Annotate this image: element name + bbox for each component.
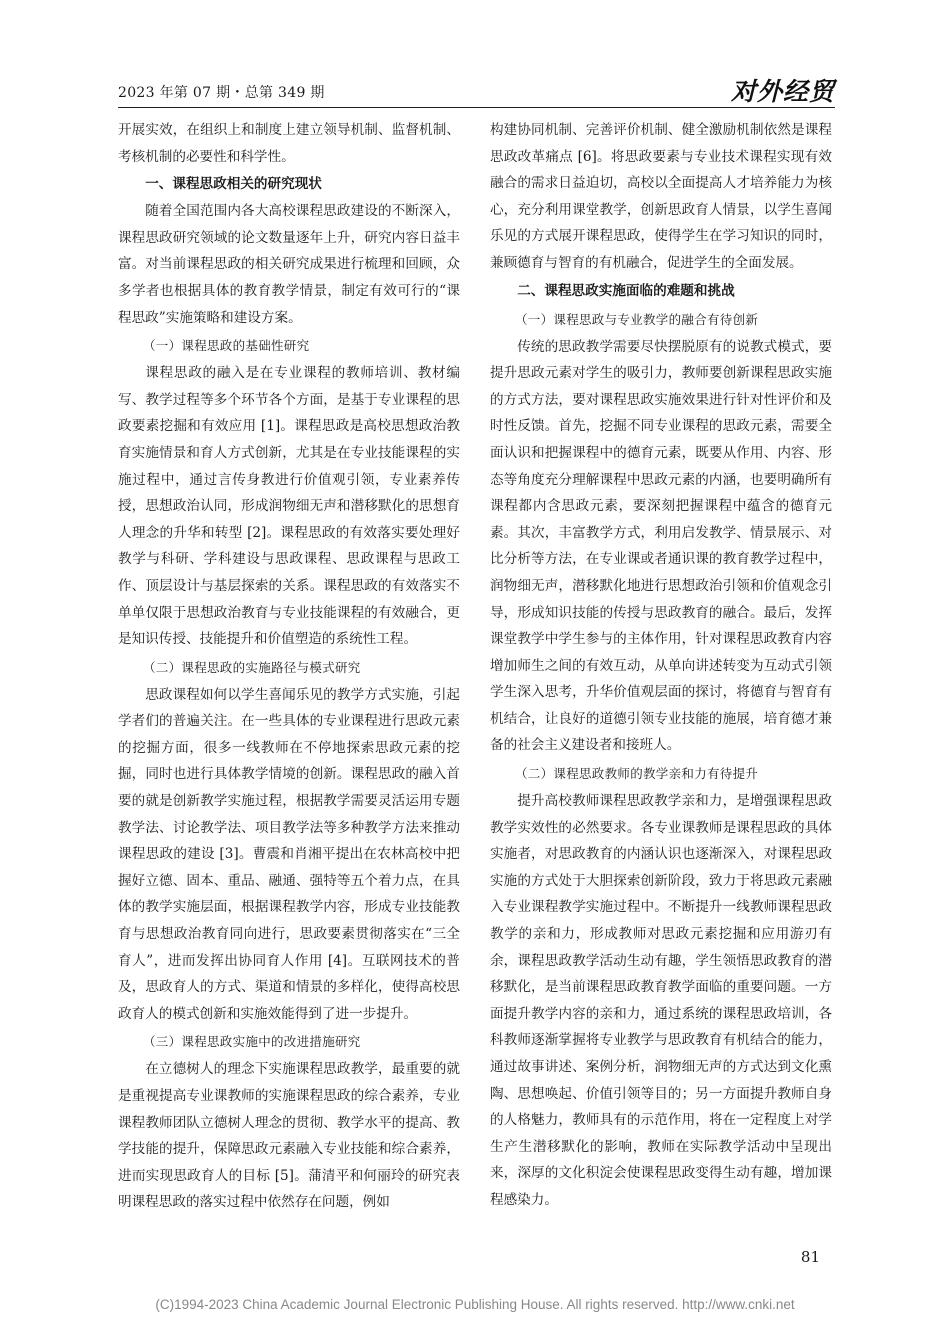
subsection-heading: （三）课程思政实施中的改进措施研究 <box>143 1034 361 1050</box>
section-heading: 一、课程思政相关的研究现状 <box>145 176 322 193</box>
paragraph: 课程思政的融入是在专业课程的教师培训、教材编写、教学过程等多个环节各个方面，是基于专业课程的思政要素挖掘和有效应用 [1]。课程思政是高校思想政治教育实施情景和育人方式创新，尤其是在专业技能课程的实施过程中，通过言传身教进行价值观引领，专业素养传授，思想政治认同，形成润物细无声和潜移默化的思想育人理念的升华和转型 [2]。课程思政的有效落实要处理好教学与科研、学科建设与思政课程、思政课程与思政工作、顶层设计与基层探索的关系。课程思政的有效落实不单单仅限于思想政治教育与专业技能课程的有效融合，更是知识传授、技能提升和价值塑造的系统性工程。 <box>118 365 460 648</box>
paragraph: 构建协同机制、完善评价机制、健全激励机制依然是课程思政改革痛点 [6]。将思政要素与专业技术课程实现有效融合的需求日益迫切，高校以全面提高人才培养能力为核心，充分利用课堂教学，创新思政育人情景，以学生喜闻乐见的方式展开课程思政，使得学生在学习知识的同时，兼顾德育与智育的有机融合，促进学生的全面发展。 <box>490 122 832 271</box>
page-number: 81 <box>800 1248 820 1266</box>
journal-issue: 2023 年第 07 期・总第 349 期 <box>118 85 325 101</box>
right-column <box>490 117 832 1214</box>
paragraph: 随着全国范围内各大高校课程思政建设的不断深入，课程思政研究领域的论文数量逐年上升，研究内容日益丰富。对当前课程思政的相关研究成果进行梳理和回顾，众多学者也根据具体的教育教学情景，制定有效可行的“课程思政”实施策略和建设方案。 <box>118 203 460 326</box>
subsection-heading: （二）课程思政的实施路径与模式研究 <box>143 659 361 675</box>
left-column <box>118 117 460 1216</box>
subsection-heading: （一）课程思政与专业教学的融合有待创新 <box>515 311 759 327</box>
paragraph: 开展实效，在组织上和制度上建立领导机制、监督机制、考核机制的必要性和科学性。 <box>118 122 460 165</box>
section-heading: 二、课程思政实施面临的难题和挑战 <box>517 282 735 299</box>
paragraph: 在立德树人的理念下实施课程思政教学，最重要的就是重视提高专业课教师的实施课程思政的综合素养，专业课程教师团队立德树人理念的贯彻、教学水平的提高、教学技能的提升，保障思政元素融入专业技能和综合素养，进而实现思政育人的目标 [5]。蒲清平和何丽玲的研究表明课程思政的落实过程中依然存在问题，例如 <box>118 1061 460 1211</box>
journal-logo: 对外经贸 <box>730 77 835 106</box>
paragraph: 思政课程如何以学生喜闻乐见的教学方式实施，引起学者们的普遍关注。在一些具体的专业课程进行思政元素的挖掘方面，很多一线教师在不停地探索思政元素的挖掘，同时也进行具体教学情境的创新。课程思政的融入首要的就是创新教学实施过程，根据教学需要灵活运用专题教学法、讨论教学法、项目教学法等多种教学方法来推动课程思政的建设 [3]。曹震和肖湘平提出在农林高校中把握好立德、固本、重品、融通、强特等五个着力点，在具体的教学实施层面，根据课程教学内容，形成专业技能教育与思想政治教育同向进行，思政要素贯彻落实在“三全育人”，进而发挥出协同育人作用 [4]。互联网技术的普及，思政育人的方式、渠道和情景的多样化，使得高校思政育人的模式创新和实施效能得到了进一步提升。 <box>118 686 460 1022</box>
copyright-footer: (C)1994-2023 China Academic Journal Electronic Publishing House. All rights reserved. http://www.cnki.net <box>155 1297 795 1312</box>
paragraph: 传统的思政教学需要尽快摆脱原有的说教式模式，要提升思政元素对学生的吸引力，教师要创新课程思政实施的方式方法，要对课程思政实施效果进行针对性评价和及时性反馈。首先，挖掘不同专业课程的思政元素，需要全面认识和把握课程中的德育元素，既要从作用、内容、形态等角度充分理解课程中思政元素的内涵，也要明确所有课程都内含思政元素，要深刻把握课程中蕴含的德育元素。其次，丰富教学方式，利用启发教学、情景展示、对比分析等方法，在专业课或者通识课的教育教学过程中，润物细无声，潜移默化地进行思想政治引领和价值观念引导，形成知识技能的传授与思政教育的融合。最后，发挥课堂教学中学生参与的主体作用，针对课程思政教育内容增加师生之间的有效互动，从单向讲述转变为互动式引领学生深入思考，升华价值观层面的探讨，将德育与智育有机结合，让良好的道德引领专业技能的施展，培育德才兼备的社会主义建设者和接班人。 <box>490 338 832 754</box>
subsection-heading: （二）课程思政教师的教学亲和力有待提升 <box>515 766 759 782</box>
header-divider <box>118 107 835 108</box>
paragraph: 提升高校教师课程思政教学亲和力，是增强课程思政教学实效性的必然要求。各专业课教师是课程思政的具体实施者，对思政教育的内涵认识也逐渐深入，对课程思政实施的方式处于大胆探索创新阶段，致力于将思政元素融入专业课程教学实施过程中。不断提升一线教师课程思政教学的亲和力，形成教师对思政元素挖掘和应用游刃有余，课程思政教学活动生动有趣，学生领悟思政教育的潜移默化，是当前课程思政教育教学面临的重要问题。一方面提升教学内容的亲和力，通过系统的课程思政培训，各科教师逐渐掌握将专业教学与思政教育有机结合的能力，通过故事讲述、案例分析，润物细无声的方式达到文化熏陶、思想唤起、价值引领等目的；另一方面提升教师自身的人格魅力，教师具有的示范作用，将在一定程度上对学生产生潜移默化的影响，教师在实际教学活动中呈现出来，深厚的文化积淀会使课程思政变得生动有趣，增加课程感染力。 <box>490 793 832 1208</box>
subsection-heading: （一）课程思政的基础性研究 <box>143 338 310 354</box>
